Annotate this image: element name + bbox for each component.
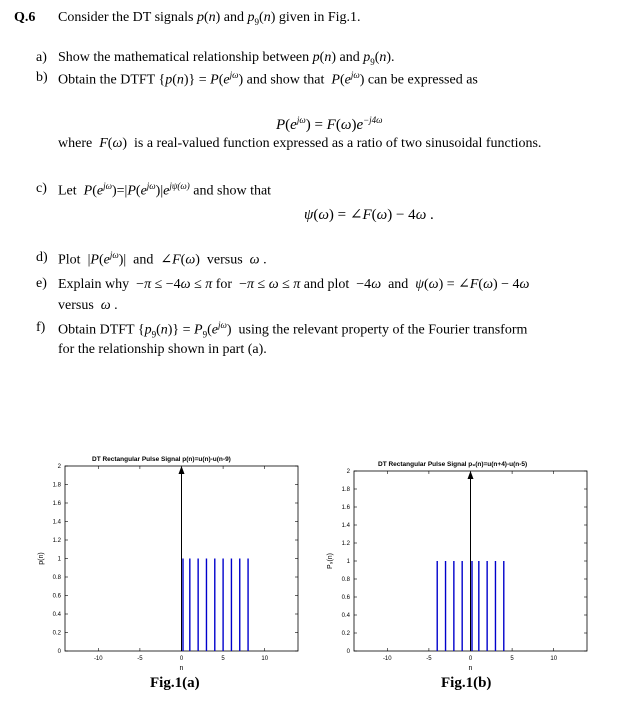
plot-b-ytick-label: 0.6 [341,595,350,601]
part-a-label: a) [36,50,47,65]
plot-a-title: DT Rectangular Pulse Signal p(n)=u(n)-u(n-9) [92,456,231,463]
plot-b-ytick-label: 1 [346,559,350,565]
plot-b-ytick-label: 0.8 [341,577,350,583]
part-a-text: Show the mathematical relationship between p(n) and $p_9(n)$. [58,50,395,67]
plot-b-ytick-label: 1.8 [341,487,350,493]
plot-b-ylabel: P₉(n) [327,553,334,569]
plot-b-ytick-label: 0.4 [341,613,350,619]
plot-b-ytick-label: 1.4 [341,523,350,529]
plot-b-xlabel: n [468,665,473,672]
plot-b-xtick-label: 10 [550,656,558,662]
part-e-label: e) [36,276,47,291]
plot-b [310,467,600,672]
plot-a-ytick-label: 0.4 [52,612,61,618]
plot-b-ytick-label: 0.2 [341,631,350,637]
part-d-label: d) [36,250,48,265]
plot-b-xtick-label: 0 [468,656,473,662]
plot-b-ytick-label: 0 [346,649,350,655]
plot-a-ytick-label: 1.4 [52,519,61,526]
plot-a-ytick-label: 0.2 [52,630,61,637]
plot-a-ytick-label: 1 [57,556,61,563]
plot-b-xtick-label: -5 [426,656,432,662]
part-b-label: b) [36,70,48,85]
part-d-text: Plot $|P(e^{j\omega})|$ and ∠F(ω) versus ω . [58,250,267,268]
plot-a-ytick-label: 0.8 [52,575,61,581]
part-c-text: Let $P(e^{j\omega})=|P(e^{j\omega})|e^{j\psi(\omega)}$ and show that [58,181,272,199]
plot-a-ylabel: p(n) [38,552,45,565]
question-number: Q.6 [14,10,36,25]
plot-a-xtick-label: 0 [179,656,184,662]
part-b-text: Obtain the DTFT $\{p(n)\} = P(e^{j\omega})$ and show that $P(e^{j\omega})$ can be expressed as [58,70,478,88]
plot-a-xtick-label: -10 [93,656,103,662]
part-f-cont: for the relationship shown in part (a). [58,342,267,357]
part-b-equation: $P(e^{j\omega}) = F(\omega)e^{-j4\omega}$ [276,115,383,133]
part-e-text: Explain why −π ≤ −4ω ≤ π for −π ≤ ω ≤ π and plot −4ω and ψ(ω) = ∠F(ω) − 4ω [58,277,530,292]
part-f-text: Obtain DTFT $\{p_9(n)\} = P_9(e^{j\omega})$ using the relevant property of the Fourier transform [58,320,528,340]
plot-b-ytick-label: 1.6 [341,505,350,511]
plot-b-xtick-label: -10 [382,656,392,662]
plot-a-xtick-label: -5 [137,656,143,662]
plot-a-xlabel: n [179,665,184,672]
question-intro: Consider the DT signals p(n) and $p_9(n)$ given in Fig.1. [58,10,361,27]
fig-a-caption: Fig.1(a) [150,675,200,691]
part-b-where: where F(ω) is a real-valued function expressed as a ratio of two sinusoidal functions. [58,136,542,151]
plot-a-ytick-label: 0 [57,649,61,655]
plot-b-ytick-label: 1.2 [341,541,350,547]
plot-a-ytick-label: 0.6 [52,593,61,600]
plot-b-ytick-label: 2 [346,469,350,475]
plot-a-ytick-label: 1.2 [52,538,61,544]
part-c-label: c) [36,181,47,196]
plot-a [10,462,300,672]
plot-a-zero-arrowhead [179,466,185,474]
plot-a-xtick-label: 10 [261,656,269,662]
part-e-cont: versus ω . [58,298,118,313]
plot-a-ytick-label: 1.8 [52,482,61,489]
plot-b-xtick-label: 5 [510,656,514,662]
plot-a-ytick-label: 2 [57,464,61,470]
part-f-label: f) [36,320,46,335]
plot-b-zero-arrowhead [468,471,474,479]
part-c-equation: ψ(ω) = ∠F(ω) − 4ω . [304,207,434,223]
fig-b-caption: Fig.1(b) [441,675,492,691]
plot-a-xtick-label: 5 [221,656,225,662]
plot-a-ytick-label: 1.6 [52,501,61,507]
plot-b-title: DT Rectangular Pulse Signal p₉(n)=u(n+4)-u(n-5) [378,461,528,468]
